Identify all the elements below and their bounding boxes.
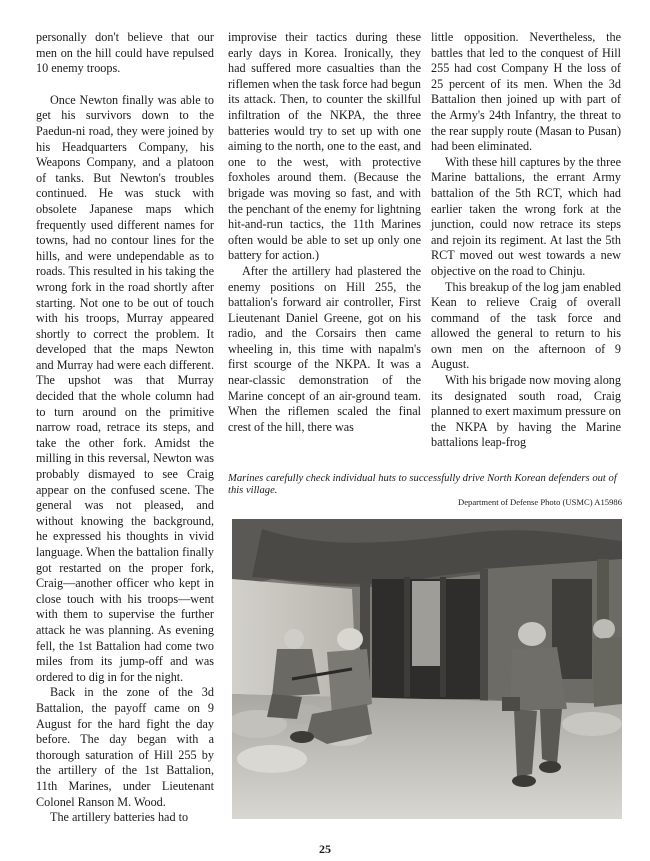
text-column-left: [36, 30, 214, 826]
paragraph: After the artillery had plastered the enemy positions on Hill 255, the battalion's forward air controller, First Lieutenant Daniel Greene, got on his radio, and the Corsairs then came wheeling in, this time with napalm's first scourge of the NKPA. It was a near-classic demonstration of the Marine concept of an air-ground team. When the riflemen scaled the final crest of the hill, there was: [228, 263, 421, 434]
paragraph: Back in the zone of the 3d Battalion, the payoff came on 9 August for the hard fight the day before. The day began with a thorough saturation of Hill 255 by the artillery of the 1st Battalion, 11th Marines, under Lieutenant Colonel Ranson M. Wood.: [36, 685, 214, 809]
photo-illustration: [232, 519, 622, 819]
photograph-marines-village: [232, 519, 622, 819]
paragraph: personally don't believe that our men on the hill could have repulsed 10 enemy troops.: [36, 30, 214, 76]
paragraph: little opposition. Nevertheless, the battles that led to the conquest of Hill 255 had cost Company H the loss of 25 percent of its men. When the 3d Battalion then joined up with part of the Army's 24th Infantry, the threat to the rear supply route (Masan to Pusan) had been eliminated.: [431, 30, 621, 154]
photo-credit: Department of Defense Photo (USMC) A15986: [458, 497, 622, 507]
photo-caption: Marines carefully check individual huts to successfully drive North Korean defenders out of this village.: [228, 473, 617, 496]
paragraph: This breakup of the log jam enabled Kean to relieve Craig of overall command of the task force and allowed the general to return to his own men on the afternoon of 9 August.: [431, 279, 621, 372]
paragraph: Once Newton finally was able to get his survivors down to the Paedun-ni road, they were joined by his Headquarters Company, his Weapons Company, and a platoon of tanks. But Newton's troubles continued. He was stuck with obsolete Japanese maps which frequently used different names for towns, had no contour lines for the hills, and were undependable as to roads. This resulted in his taking the wrong fork in the road shortly after starting. Not one to be out of touch with his troops, Murray appeared shortly to correct the problem. It developed that the maps Newton and Murray had were each different. The upshot was that Murray decided that the whole column had to turn around on the primitive narrow road, retrace its steps, and take the other fork. Amidst the milling in this reversal, Newton was probably dismayed to see Craig appear on the confused scene. The general was not pleased, and without knowing the background, he expressed his thoughts in vivid language. When the battalion finally got restarted on the proper fork, Craig—another officer who kept in close touch with his troops—went with them to supervise the further attack he was planning. As evening fell, the 1st Battalion had come two miles from its jump-off and was ordered to dig in for the night.: [36, 92, 214, 684]
paragraph: With these hill captures by the three Marine battalions, the errant Army battalion of the 5th RCT, which had earlier taken the wrong fork at the junction, could now retrace its steps and rejoin its regiment. At last the 5th RCT moved out west towards a new objective on the road to Chinju.: [431, 154, 621, 278]
paragraph: The artillery batteries had to: [50, 810, 189, 825]
text-column-right: [431, 30, 621, 451]
page-number: 25: [319, 842, 331, 856]
paragraph: With his brigade now moving along its designated south road, Craig planned to exert maximum pressure on the NKPA by having the Marine battalions leap-frog: [431, 373, 621, 450]
paragraph: improvise their tactics during these early days in Korea. Ironically, they had suffered more casualties than the riflemen when the task force had begun its attack. Then, to counter the skillful infiltration of the NKPA, the three batteries would try to set up with one aiming to the north, one to the east, and one to the west, with protective foxholes around them. (Because the brigade was moving so fast, and with the penchant of the enemy for lightning hit-and-run tactics, the 11th Marines often would be able to set up only one battery for action.): [228, 30, 421, 263]
text-column-middle: [228, 30, 421, 435]
